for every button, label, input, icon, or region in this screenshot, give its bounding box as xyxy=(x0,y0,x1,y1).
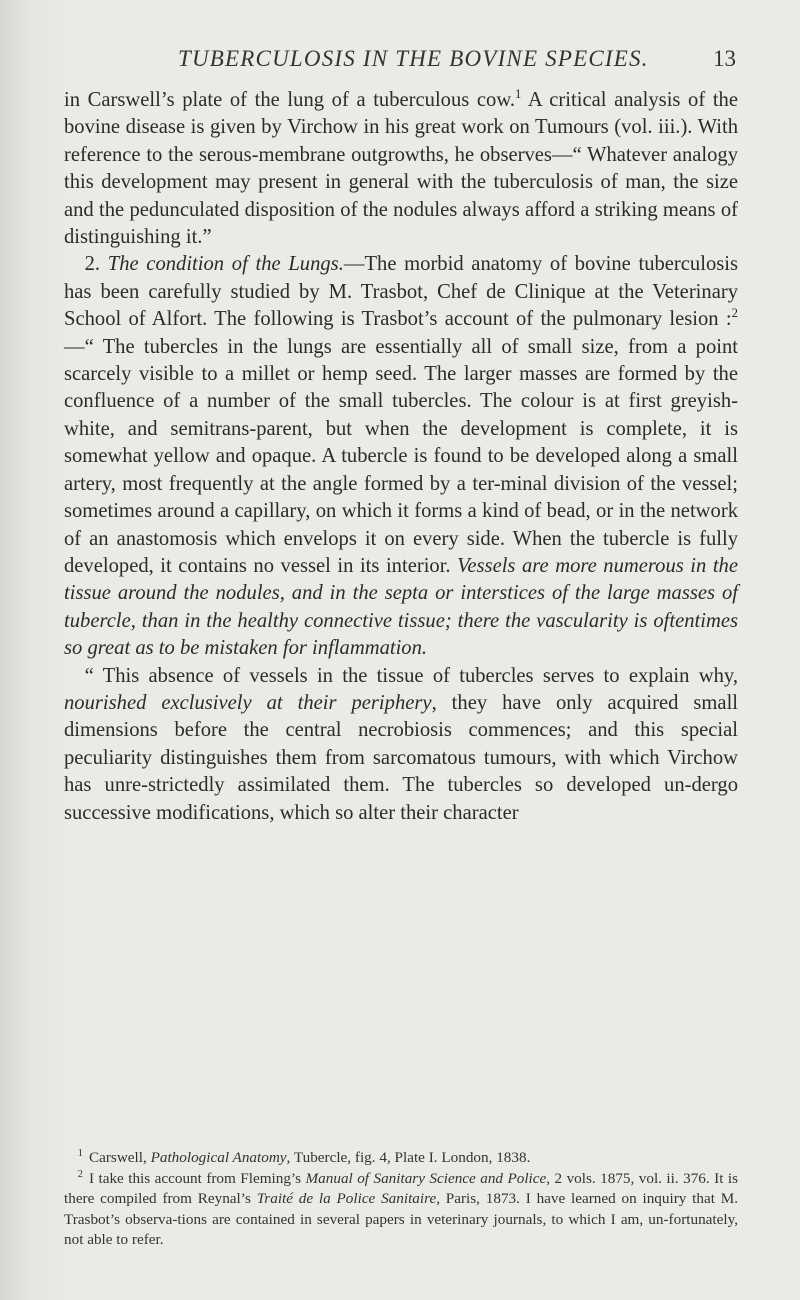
footnotes xyxy=(64,1148,738,1251)
section-heading: The condition of the Lungs. xyxy=(107,253,344,276)
running-title: TUBERCULOSIS IN THE BOVINE SPECIES. xyxy=(178,46,649,71)
page-number: 13 xyxy=(713,46,736,71)
body-text xyxy=(64,87,738,827)
footnote-1: $^1$ Carswell, Pathological Anatomy, Tubercle, fig. 4, Plate I. London, 1838. xyxy=(77,1147,531,1166)
footnote-ref-2: 2 xyxy=(731,306,738,321)
page-header xyxy=(60,46,740,78)
paragraph-1: in Carswell’s plate of the lung of a tuberculous cow.$^1$ A critical analysis of the bovine disease is given by Virchow in his great work on Tumours (vol. iii.). With reference to the serous-membrane outgrowths, he observes—“ Whatever analogy this development may present in general with the tuberculosis of man, the size and the pedunculated disposition of the nodules always afford a striking means of distinguishing it.” xyxy=(64,87,738,249)
footnote-ref-1: 1 xyxy=(515,87,522,102)
paragraph-2: 2. The condition of the Lungs.—The morbid anatomy of bovine tuberculosis has been carefully studied by M. Trasbot, Chef de Clinique at the Veterinary School of Alfort. The following is Trasbot’s account of the pulmonary lesion :$^2$—“ The tubercles in the lungs are essentially all of small size, from a point scarcely visible to a millet or hemp seed. The larger masses are formed by the confluence of a number of the small tubercles. The colour is at first greyish-white, and semitrans-parent, but when the development is complete, it is somewhat yellow and opaque. A tubercle is found to be developed along a small artery, most frequently at the angle formed by a ter-minal division of the vessel; sometimes around a capillary, on which it forms a kind of bead, or in the network of an anastomosis which envelops it on every side. When the tubercle is fully developed, it contains no vessel in its interior. Vessels are more numerous in the tissue around the nodules, and in the septa or interstices of the large masses of tubercle, than in the healthy connective tissue; there the vascularity is oftentimes so great as to be mistaken for inflammation. xyxy=(64,253,739,660)
italic-passage: Vessels are more numerous in the tissue around the nodules, and in the septa or interstices of the large masses of tubercle, than in the healthy connective tissue; there the vascularity is oftentimes so great as to be mistaken for inflammation. xyxy=(64,554,738,660)
footnote-2: $^2$ I take this account from Fleming’s Manual of Sanitary Science and Police, 2 vols. 1875, vol. ii. 376. It is there compiled from Reynal’s Traité de la Police Sanitaire, Paris, 1873. I have learned on inquiry that M. Trasbot’s observa-tions are contained in several papers in veterinary journals, to which I am, un-fortunately, not able to refer. xyxy=(64,1168,738,1249)
paragraph-3: “ This absence of vessels in the tissue of tubercles serves to explain why, nourished exclusively at their periphery, they have only acquired small dimensions before the central necrobiosis commences; and this special peculiarity distinguishes them from sarcomatous tumours, with which Virchow has unre-strictedly assimilated them. The tubercles so developed un-dergo successive modifications, which so alter their character xyxy=(64,664,739,824)
section-number: 2. xyxy=(84,253,108,276)
italic-phrase: nourished exclusively at their periphery xyxy=(64,691,432,714)
